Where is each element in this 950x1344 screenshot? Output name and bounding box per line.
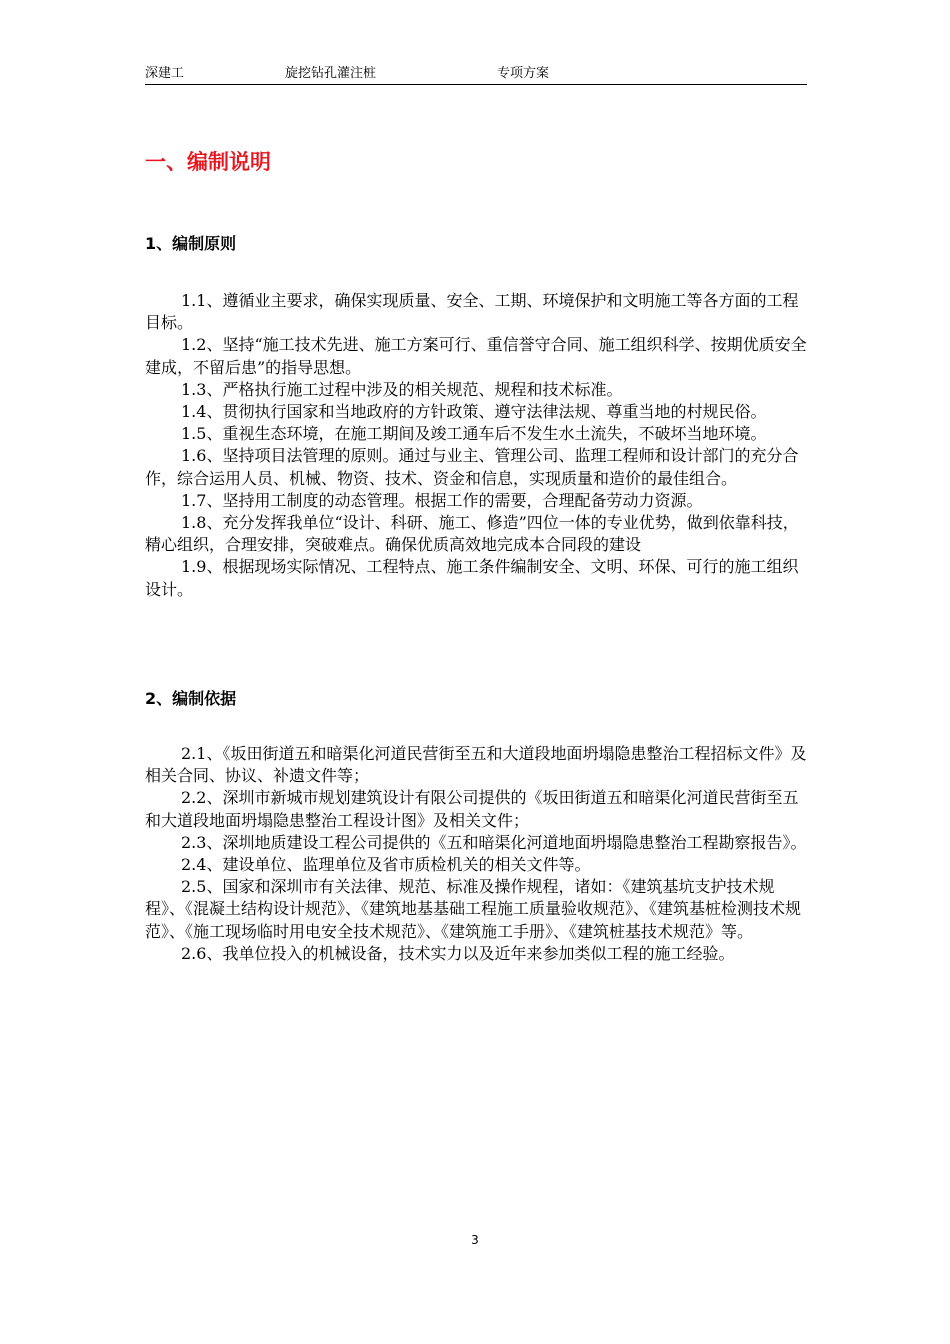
paragraph: 2.1、《坂田街道五和暗渠化河道民营街至五和大道段地面坍塌隐患整治工程招标文件》及相关合同、协议、补遗文件等； bbox=[145, 744, 807, 786]
paragraph: 1.4、贯彻执行国家和当地政府的方针政策、遵守法律法规、尊重当地的村规民俗。 bbox=[181, 402, 767, 422]
paragraph: 2.5、国家和深圳市有关法律、规范、标准及操作规程，诸如：《建筑基坑支护技术规程》、《混凝土结构设计规范》、《建筑地基基础工程施工质量验收规范》、《建筑基桩检测技术规范》、《施工现场临时用电安全技术规范》、《建筑施工手册》、《建筑桩基技术规范》等。 bbox=[145, 877, 802, 941]
paragraph: 1.8、充分发挥我单位“设计、科研、施工、修造”四位一体的专业优势，做到依靠科技，精心组织，合理安排，突破难点。确保优质高效地完成本合同段的建设 bbox=[145, 513, 799, 555]
header-doc-type: 专项方案 bbox=[497, 66, 550, 81]
paragraph: 1.6、坚持项目法管理的原则。通过与业主、管理公司、监理工程师和设计部门的充分合作，综合运用人员、机械、物资、技术、资金和信息，实现质量和造价的最佳组合。 bbox=[145, 446, 799, 488]
paragraph: 2.4、建设单位、监理单位及省市质检机关的相关文件等。 bbox=[181, 855, 591, 875]
paragraph: 1.9、根据现场实际情况、工程特点、施工条件编制安全、文明、环保、可行的施工组织设计。 bbox=[145, 557, 799, 599]
page-number: 3 bbox=[471, 1233, 479, 1247]
basis-paragraphs bbox=[145, 743, 809, 965]
paragraph: 1.3、严格执行施工过程中涉及的相关规范、规程和技术标准。 bbox=[181, 379, 623, 399]
paragraph: 2.2、深圳市新城市规划建筑设计有限公司提供的《坂田街道五和暗渠化河道民营街至五和大道段地面坍塌隐患整治工程设计图》及相关文件； bbox=[145, 788, 799, 830]
paragraph: 1.2、坚持“施工技术先进、施工方案可行、重信誉守合同、施工组织科学、按期优质安全建成，不留后患”的指导思想。 bbox=[145, 335, 807, 377]
paragraph: 2.6、我单位投入的机械设备，技术实力以及近年来参加类似工程的施工经验。 bbox=[181, 943, 735, 963]
header-company: 深建工 bbox=[145, 66, 185, 81]
page-header bbox=[145, 64, 807, 85]
paragraph: 2.3、深圳地质建设工程公司提供的《五和暗渠化河道地面坍塌隐患整治工程勘察报告》。 bbox=[181, 832, 807, 852]
section-title-principles: 1、编制原则 bbox=[145, 234, 237, 253]
principles-paragraphs bbox=[145, 290, 809, 601]
header-project: 旋挖钻孔灌注桩 bbox=[285, 66, 377, 81]
paragraph: 1.1、遵循业主要求，确保实现质量、安全、工期、环境保护和文明施工等各方面的工程目标。 bbox=[145, 291, 799, 333]
chapter-title: 一、编制说明 bbox=[145, 150, 271, 174]
paragraph: 1.7、坚持用工制度的动态管理。根据工作的需要，合理配备劳动力资源。 bbox=[181, 490, 703, 510]
paragraph: 1.5、重视生态环境，在施工期间及竣工通车后不发生水土流失，不破坏当地环境。 bbox=[181, 424, 767, 444]
section-title-basis: 2、编制依据 bbox=[145, 689, 237, 708]
